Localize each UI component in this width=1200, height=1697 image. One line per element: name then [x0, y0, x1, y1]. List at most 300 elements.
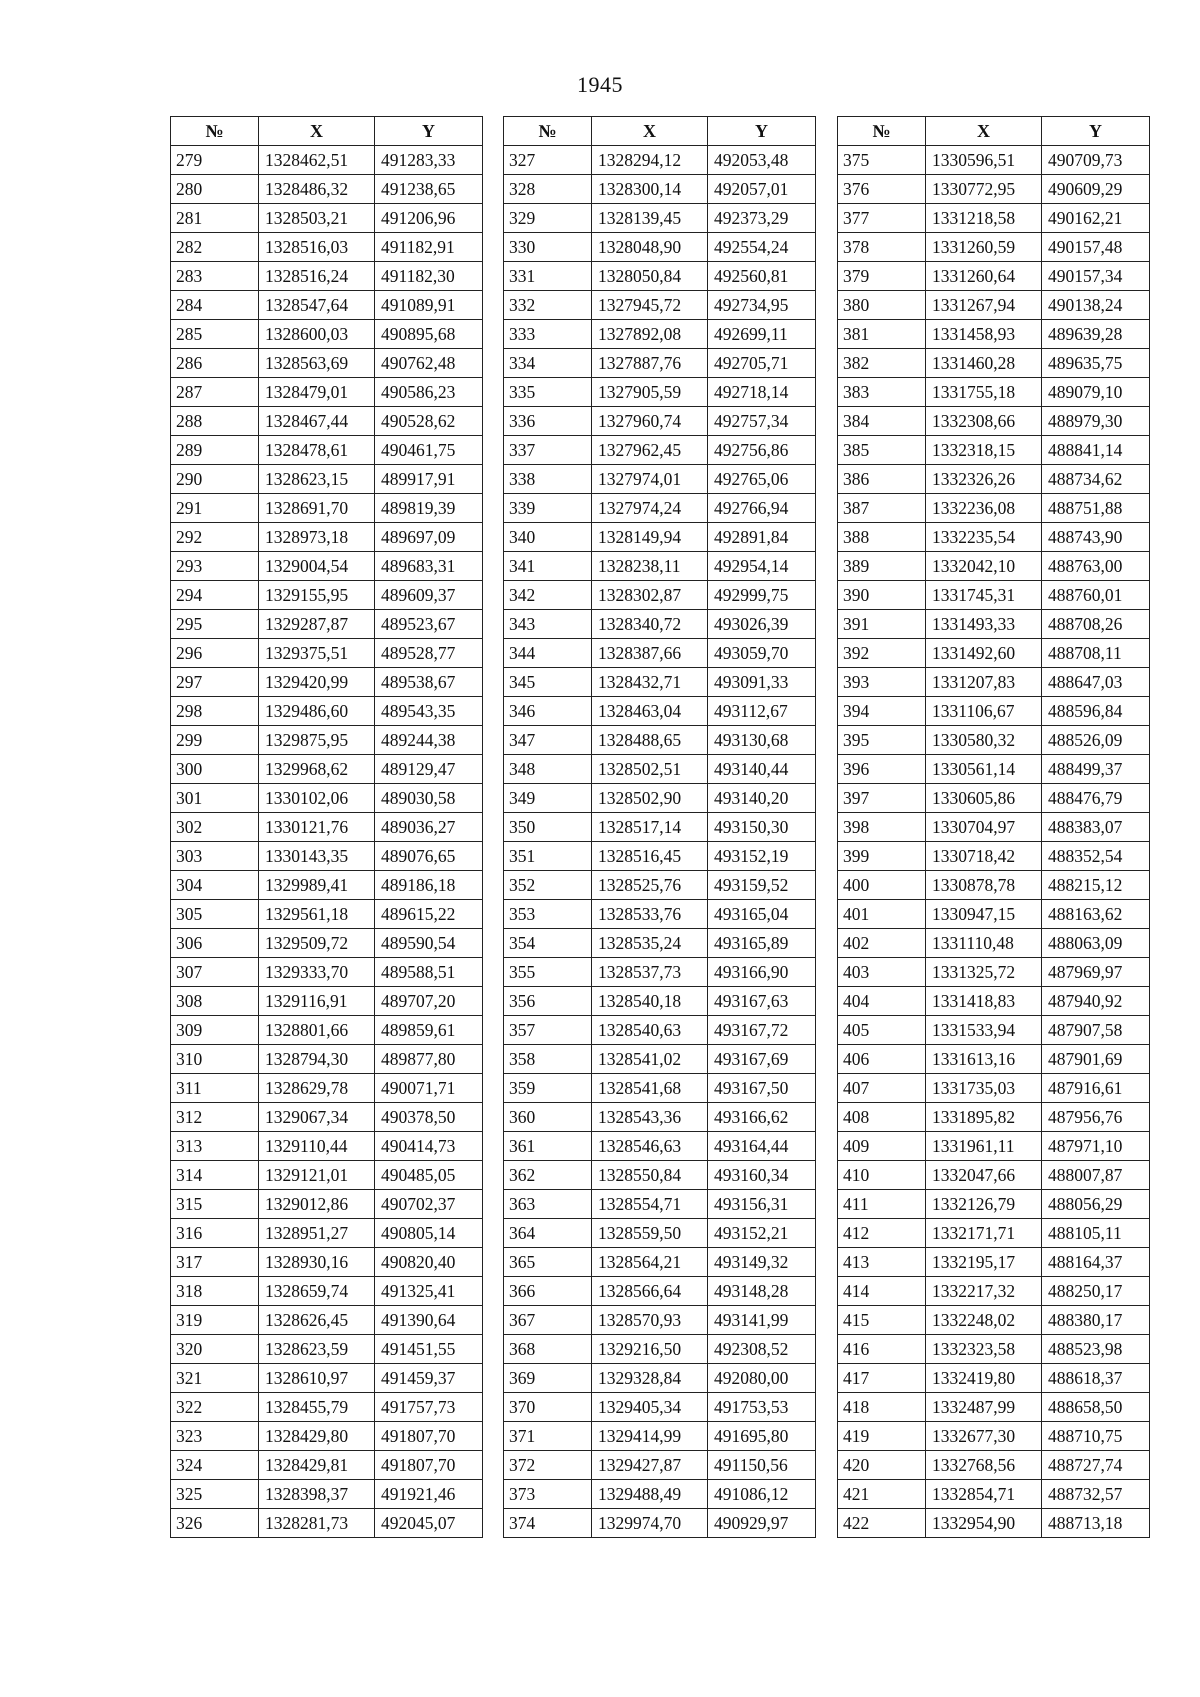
- y-coordinate-cell: 491459,37: [375, 1364, 483, 1393]
- y-coordinate-cell: 488476,79: [1042, 784, 1150, 813]
- y-coordinate-cell: 490461,75: [375, 436, 483, 465]
- point-number-cell: 343: [504, 610, 592, 639]
- x-coordinate-cell: 1332195,17: [926, 1248, 1042, 1277]
- point-number-cell: 293: [171, 552, 259, 581]
- table-header-row: [838, 117, 1150, 146]
- x-coordinate-cell: 1328502,90: [592, 784, 708, 813]
- point-number-cell: 306: [171, 929, 259, 958]
- x-coordinate-cell: 1332308,66: [926, 407, 1042, 436]
- table-row: [838, 1248, 1150, 1277]
- y-coordinate-cell: 488734,62: [1042, 465, 1150, 494]
- point-number-cell: 417: [838, 1364, 926, 1393]
- x-coordinate-cell: 1328516,24: [259, 262, 375, 291]
- point-number-cell: 392: [838, 639, 926, 668]
- point-number-cell: 364: [504, 1219, 592, 1248]
- x-coordinate-cell: 1332248,02: [926, 1306, 1042, 1335]
- point-number-cell: 340: [504, 523, 592, 552]
- table-row: [504, 784, 816, 813]
- y-coordinate-cell: 492560,81: [708, 262, 816, 291]
- y-coordinate-cell: 488727,74: [1042, 1451, 1150, 1480]
- y-coordinate-cell: 488526,09: [1042, 726, 1150, 755]
- y-coordinate-cell: 493149,32: [708, 1248, 816, 1277]
- point-number-cell: 385: [838, 436, 926, 465]
- table-row: [171, 1509, 483, 1538]
- y-coordinate-cell: 488732,57: [1042, 1480, 1150, 1509]
- table-row: [838, 813, 1150, 842]
- y-coordinate-cell: 490528,62: [375, 407, 483, 436]
- point-number-cell: 284: [171, 291, 259, 320]
- x-coordinate-cell: 1328540,63: [592, 1016, 708, 1045]
- point-number-cell: 361: [504, 1132, 592, 1161]
- y-coordinate-cell: 488215,12: [1042, 871, 1150, 900]
- x-coordinate-cell: 1331418,83: [926, 987, 1042, 1016]
- point-number-cell: 351: [504, 842, 592, 871]
- x-coordinate-cell: 1330143,35: [259, 842, 375, 871]
- x-coordinate-cell: 1328517,14: [592, 813, 708, 842]
- x-coordinate-cell: 1328429,81: [259, 1451, 375, 1480]
- table-row: [171, 871, 483, 900]
- table-row: [171, 494, 483, 523]
- y-coordinate-cell: 492080,00: [708, 1364, 816, 1393]
- point-number-cell: 397: [838, 784, 926, 813]
- table-row: [171, 1277, 483, 1306]
- point-number-cell: 394: [838, 697, 926, 726]
- table-row: [838, 639, 1150, 668]
- x-coordinate-cell: 1327962,45: [592, 436, 708, 465]
- table-row: [171, 1364, 483, 1393]
- y-coordinate-cell: 491089,91: [375, 291, 483, 320]
- coordinate-table-3: [837, 116, 1150, 1538]
- table-row: [504, 204, 816, 233]
- y-coordinate-cell: 489639,28: [1042, 320, 1150, 349]
- x-coordinate-cell: 1329974,70: [592, 1509, 708, 1538]
- x-coordinate-cell: 1329216,50: [592, 1335, 708, 1364]
- y-coordinate-cell: 489538,67: [375, 668, 483, 697]
- y-coordinate-cell: 492757,34: [708, 407, 816, 436]
- point-number-cell: 297: [171, 668, 259, 697]
- y-coordinate-cell: 491182,30: [375, 262, 483, 291]
- table-row: [504, 1480, 816, 1509]
- table-row: [171, 465, 483, 494]
- y-coordinate-cell: 488007,87: [1042, 1161, 1150, 1190]
- y-coordinate-cell: 487907,58: [1042, 1016, 1150, 1045]
- table-row: [171, 262, 483, 291]
- y-coordinate-cell: 493148,28: [708, 1277, 816, 1306]
- y-coordinate-cell: 491451,55: [375, 1335, 483, 1364]
- point-number-cell: 360: [504, 1103, 592, 1132]
- x-coordinate-cell: 1332419,80: [926, 1364, 1042, 1393]
- table-row: [838, 1219, 1150, 1248]
- table-row: [171, 610, 483, 639]
- table-row: [504, 146, 816, 175]
- point-number-cell: 345: [504, 668, 592, 697]
- table-row: [504, 1016, 816, 1045]
- table-row: [171, 1161, 483, 1190]
- x-coordinate-cell: 1328503,21: [259, 204, 375, 233]
- header-number: №: [504, 117, 592, 146]
- y-coordinate-cell: 488596,84: [1042, 697, 1150, 726]
- point-number-cell: 350: [504, 813, 592, 842]
- point-number-cell: 347: [504, 726, 592, 755]
- point-number-cell: 411: [838, 1190, 926, 1219]
- x-coordinate-cell: 1328566,64: [592, 1277, 708, 1306]
- table-row: [504, 842, 816, 871]
- point-number-cell: 402: [838, 929, 926, 958]
- point-number-cell: 302: [171, 813, 259, 842]
- x-coordinate-cell: 1329488,49: [592, 1480, 708, 1509]
- table-body: [171, 146, 483, 1538]
- y-coordinate-cell: 493150,30: [708, 813, 816, 842]
- table-row: [838, 320, 1150, 349]
- point-number-cell: 318: [171, 1277, 259, 1306]
- table-row: [838, 842, 1150, 871]
- y-coordinate-cell: 492954,14: [708, 552, 816, 581]
- point-number-cell: 309: [171, 1016, 259, 1045]
- table-row: [838, 958, 1150, 987]
- table-row: [838, 1132, 1150, 1161]
- y-coordinate-cell: 489036,27: [375, 813, 483, 842]
- point-number-cell: 279: [171, 146, 259, 175]
- point-number-cell: 379: [838, 262, 926, 291]
- y-coordinate-cell: 490586,23: [375, 378, 483, 407]
- table-row: [838, 436, 1150, 465]
- x-coordinate-cell: 1328801,66: [259, 1016, 375, 1045]
- x-coordinate-cell: 1330596,51: [926, 146, 1042, 175]
- point-number-cell: 295: [171, 610, 259, 639]
- x-coordinate-cell: 1328398,37: [259, 1480, 375, 1509]
- y-coordinate-cell: 489877,80: [375, 1045, 483, 1074]
- y-coordinate-cell: 492765,06: [708, 465, 816, 494]
- table-row: [504, 900, 816, 929]
- y-coordinate-cell: 493160,34: [708, 1161, 816, 1190]
- y-coordinate-cell: 492999,75: [708, 581, 816, 610]
- x-coordinate-cell: 1328149,94: [592, 523, 708, 552]
- x-coordinate-cell: 1327905,59: [592, 378, 708, 407]
- point-number-cell: 314: [171, 1161, 259, 1190]
- table-row: [171, 1016, 483, 1045]
- y-coordinate-cell: 488760,01: [1042, 581, 1150, 610]
- y-coordinate-cell: 493026,39: [708, 610, 816, 639]
- point-number-cell: 335: [504, 378, 592, 407]
- y-coordinate-cell: 488751,88: [1042, 494, 1150, 523]
- point-number-cell: 292: [171, 523, 259, 552]
- table-row: [504, 1219, 816, 1248]
- x-coordinate-cell: 1329067,34: [259, 1103, 375, 1132]
- header-y: Y: [708, 117, 816, 146]
- x-coordinate-cell: 1332854,71: [926, 1480, 1042, 1509]
- point-number-cell: 362: [504, 1161, 592, 1190]
- y-coordinate-cell: 488979,30: [1042, 407, 1150, 436]
- point-number-cell: 400: [838, 871, 926, 900]
- point-number-cell: 312: [171, 1103, 259, 1132]
- table-row: [838, 1016, 1150, 1045]
- table-row: [504, 1190, 816, 1219]
- table-row: [504, 726, 816, 755]
- y-coordinate-cell: 489523,67: [375, 610, 483, 639]
- y-coordinate-cell: 493167,72: [708, 1016, 816, 1045]
- table-row: [171, 1190, 483, 1219]
- x-coordinate-cell: 1329414,99: [592, 1422, 708, 1451]
- table-row: [838, 1045, 1150, 1074]
- y-coordinate-cell: 488841,14: [1042, 436, 1150, 465]
- table-row: [171, 929, 483, 958]
- y-coordinate-cell: 491182,91: [375, 233, 483, 262]
- x-coordinate-cell: 1328541,68: [592, 1074, 708, 1103]
- y-coordinate-cell: 491753,53: [708, 1393, 816, 1422]
- point-number-cell: 304: [171, 871, 259, 900]
- point-number-cell: 419: [838, 1422, 926, 1451]
- point-number-cell: 358: [504, 1045, 592, 1074]
- x-coordinate-cell: 1328387,66: [592, 639, 708, 668]
- x-coordinate-cell: 1332217,32: [926, 1277, 1042, 1306]
- table-row: [171, 900, 483, 929]
- x-coordinate-cell: 1328432,71: [592, 668, 708, 697]
- y-coordinate-cell: 489609,37: [375, 581, 483, 610]
- table-row: [171, 755, 483, 784]
- y-coordinate-cell: 490609,29: [1042, 175, 1150, 204]
- point-number-cell: 311: [171, 1074, 259, 1103]
- point-number-cell: 380: [838, 291, 926, 320]
- table-row: [838, 1393, 1150, 1422]
- table-row: [504, 1364, 816, 1393]
- y-coordinate-cell: 490929,97: [708, 1509, 816, 1538]
- point-number-cell: 371: [504, 1422, 592, 1451]
- point-number-cell: 357: [504, 1016, 592, 1045]
- y-coordinate-cell: 487969,97: [1042, 958, 1150, 987]
- y-coordinate-cell: 491283,33: [375, 146, 483, 175]
- y-coordinate-cell: 493140,20: [708, 784, 816, 813]
- table-row: [838, 697, 1150, 726]
- table-row: [838, 987, 1150, 1016]
- point-number-cell: 409: [838, 1132, 926, 1161]
- x-coordinate-cell: 1329333,70: [259, 958, 375, 987]
- table-row: [504, 465, 816, 494]
- y-coordinate-cell: 490414,73: [375, 1132, 483, 1161]
- point-number-cell: 325: [171, 1480, 259, 1509]
- x-coordinate-cell: 1328794,30: [259, 1045, 375, 1074]
- x-coordinate-cell: 1328930,16: [259, 1248, 375, 1277]
- y-coordinate-cell: 489819,39: [375, 494, 483, 523]
- y-coordinate-cell: 493164,44: [708, 1132, 816, 1161]
- point-number-cell: 383: [838, 378, 926, 407]
- header-x: X: [592, 117, 708, 146]
- y-coordinate-cell: 492373,29: [708, 204, 816, 233]
- table-row: [504, 523, 816, 552]
- point-number-cell: 404: [838, 987, 926, 1016]
- x-coordinate-cell: 1330121,76: [259, 813, 375, 842]
- point-number-cell: 374: [504, 1509, 592, 1538]
- table-row: [171, 581, 483, 610]
- table-row: [504, 1132, 816, 1161]
- table-row: [171, 1103, 483, 1132]
- table-row: [171, 233, 483, 262]
- table-row: [838, 871, 1150, 900]
- table-row: [171, 1480, 483, 1509]
- point-number-cell: 328: [504, 175, 592, 204]
- point-number-cell: 310: [171, 1045, 259, 1074]
- table-row: [171, 175, 483, 204]
- x-coordinate-cell: 1329427,87: [592, 1451, 708, 1480]
- table-row: [171, 1219, 483, 1248]
- point-number-cell: 378: [838, 233, 926, 262]
- point-number-cell: 348: [504, 755, 592, 784]
- table-row: [504, 407, 816, 436]
- y-coordinate-cell: 493167,50: [708, 1074, 816, 1103]
- point-number-cell: 315: [171, 1190, 259, 1219]
- point-number-cell: 334: [504, 349, 592, 378]
- point-number-cell: 422: [838, 1509, 926, 1538]
- y-coordinate-cell: 490702,37: [375, 1190, 483, 1219]
- x-coordinate-cell: 1328973,18: [259, 523, 375, 552]
- y-coordinate-cell: 487901,69: [1042, 1045, 1150, 1074]
- table-row: [838, 407, 1150, 436]
- y-coordinate-cell: 490805,14: [375, 1219, 483, 1248]
- y-coordinate-cell: 488708,26: [1042, 610, 1150, 639]
- y-coordinate-cell: 492699,11: [708, 320, 816, 349]
- table-row: [171, 1045, 483, 1074]
- y-coordinate-cell: 493140,44: [708, 755, 816, 784]
- x-coordinate-cell: 1328516,03: [259, 233, 375, 262]
- x-coordinate-cell: 1332768,56: [926, 1451, 1042, 1480]
- x-coordinate-cell: 1327960,74: [592, 407, 708, 436]
- y-coordinate-cell: 488380,17: [1042, 1306, 1150, 1335]
- coordinate-table-2: [503, 116, 816, 1538]
- x-coordinate-cell: 1328488,65: [592, 726, 708, 755]
- table-row: [171, 842, 483, 871]
- point-number-cell: 327: [504, 146, 592, 175]
- point-number-cell: 359: [504, 1074, 592, 1103]
- y-coordinate-cell: 488056,29: [1042, 1190, 1150, 1219]
- point-number-cell: 415: [838, 1306, 926, 1335]
- table-row: [838, 668, 1150, 697]
- x-coordinate-cell: 1328048,90: [592, 233, 708, 262]
- y-coordinate-cell: 488647,03: [1042, 668, 1150, 697]
- table-row: [504, 639, 816, 668]
- table-row: [171, 1335, 483, 1364]
- x-coordinate-cell: 1328463,04: [592, 697, 708, 726]
- y-coordinate-cell: 491807,70: [375, 1422, 483, 1451]
- table-row: [504, 958, 816, 987]
- x-coordinate-cell: 1331493,33: [926, 610, 1042, 639]
- y-coordinate-cell: 490162,21: [1042, 204, 1150, 233]
- table-row: [504, 175, 816, 204]
- y-coordinate-cell: 493165,04: [708, 900, 816, 929]
- point-number-cell: 418: [838, 1393, 926, 1422]
- x-coordinate-cell: 1328554,71: [592, 1190, 708, 1219]
- x-coordinate-cell: 1328626,45: [259, 1306, 375, 1335]
- table-row: [171, 1132, 483, 1161]
- point-number-cell: 403: [838, 958, 926, 987]
- point-number-cell: 368: [504, 1335, 592, 1364]
- table-row: [838, 784, 1150, 813]
- point-number-cell: 320: [171, 1335, 259, 1364]
- x-coordinate-cell: 1328479,01: [259, 378, 375, 407]
- point-number-cell: 289: [171, 436, 259, 465]
- x-coordinate-cell: 1328516,45: [592, 842, 708, 871]
- y-coordinate-cell: 491757,73: [375, 1393, 483, 1422]
- x-coordinate-cell: 1328478,61: [259, 436, 375, 465]
- table-row: [838, 291, 1150, 320]
- point-number-cell: 375: [838, 146, 926, 175]
- x-coordinate-cell: 1328629,78: [259, 1074, 375, 1103]
- y-coordinate-cell: 492057,01: [708, 175, 816, 204]
- table-row: [171, 784, 483, 813]
- table-row: [504, 1509, 816, 1538]
- y-coordinate-cell: 489588,51: [375, 958, 483, 987]
- table-row: [171, 378, 483, 407]
- y-coordinate-cell: 493152,19: [708, 842, 816, 871]
- point-number-cell: 363: [504, 1190, 592, 1219]
- table-row: [838, 175, 1150, 204]
- x-coordinate-cell: 1330605,86: [926, 784, 1042, 813]
- point-number-cell: 294: [171, 581, 259, 610]
- x-coordinate-cell: 1332126,79: [926, 1190, 1042, 1219]
- table-row: [504, 436, 816, 465]
- x-coordinate-cell: 1331260,64: [926, 262, 1042, 291]
- x-coordinate-cell: 1332326,26: [926, 465, 1042, 494]
- y-coordinate-cell: 488250,17: [1042, 1277, 1150, 1306]
- x-coordinate-cell: 1329116,91: [259, 987, 375, 1016]
- x-coordinate-cell: 1332323,58: [926, 1335, 1042, 1364]
- y-coordinate-cell: 491807,70: [375, 1451, 483, 1480]
- x-coordinate-cell: 1330878,78: [926, 871, 1042, 900]
- x-coordinate-cell: 1328623,59: [259, 1335, 375, 1364]
- x-coordinate-cell: 1327974,24: [592, 494, 708, 523]
- y-coordinate-cell: 493156,31: [708, 1190, 816, 1219]
- y-coordinate-cell: 488708,11: [1042, 639, 1150, 668]
- x-coordinate-cell: 1331267,94: [926, 291, 1042, 320]
- x-coordinate-cell: 1328547,64: [259, 291, 375, 320]
- point-number-cell: 317: [171, 1248, 259, 1277]
- x-coordinate-cell: 1328610,97: [259, 1364, 375, 1393]
- x-coordinate-cell: 1330947,15: [926, 900, 1042, 929]
- y-coordinate-cell: 492308,52: [708, 1335, 816, 1364]
- table-row: [838, 465, 1150, 494]
- x-coordinate-cell: 1329486,60: [259, 697, 375, 726]
- y-coordinate-cell: 488523,98: [1042, 1335, 1150, 1364]
- y-coordinate-cell: 491150,56: [708, 1451, 816, 1480]
- point-number-cell: 354: [504, 929, 592, 958]
- table-row: [504, 1451, 816, 1480]
- x-coordinate-cell: 1331218,58: [926, 204, 1042, 233]
- point-number-cell: 324: [171, 1451, 259, 1480]
- point-number-cell: 376: [838, 175, 926, 204]
- x-coordinate-cell: 1331106,67: [926, 697, 1042, 726]
- table-row: [504, 1277, 816, 1306]
- y-coordinate-cell: 492554,24: [708, 233, 816, 262]
- table-row: [504, 697, 816, 726]
- x-coordinate-cell: 1328570,93: [592, 1306, 708, 1335]
- x-coordinate-cell: 1331207,83: [926, 668, 1042, 697]
- y-coordinate-cell: 489859,61: [375, 1016, 483, 1045]
- point-number-cell: 365: [504, 1248, 592, 1277]
- x-coordinate-cell: 1328455,79: [259, 1393, 375, 1422]
- point-number-cell: 391: [838, 610, 926, 639]
- point-number-cell: 420: [838, 1451, 926, 1480]
- point-number-cell: 398: [838, 813, 926, 842]
- point-number-cell: 336: [504, 407, 592, 436]
- table-row: [171, 987, 483, 1016]
- x-coordinate-cell: 1332235,54: [926, 523, 1042, 552]
- table-row: [504, 1161, 816, 1190]
- table-row: [838, 349, 1150, 378]
- table-row: [171, 1306, 483, 1335]
- y-coordinate-cell: 488713,18: [1042, 1509, 1150, 1538]
- point-number-cell: 381: [838, 320, 926, 349]
- header-x: X: [926, 117, 1042, 146]
- point-number-cell: 337: [504, 436, 592, 465]
- table-row: [838, 1480, 1150, 1509]
